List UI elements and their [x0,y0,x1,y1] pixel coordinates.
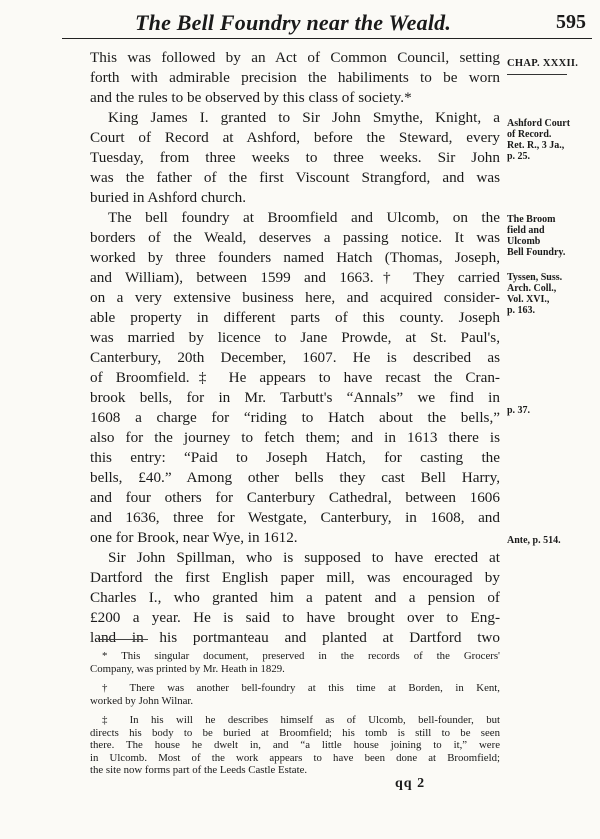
footnote-line: † There was another bell-foundry at this time at Borden, in Kent, [102,682,500,694]
text-line: Dartford the first English paper mill, was encouraged by [90,569,500,586]
footnote-line: the site now forms part of the Leeds Castle Estate. [90,764,308,776]
margin-line: The Broom [507,214,556,225]
signature-mark: qq 2 [395,776,426,791]
margin-line: Arch. Coll., [507,283,557,294]
text-line: £200 a year. He is said to have brought over to Eng- [90,609,500,626]
footnote-line: there. The house he dwelt in, and “a little house joining to it,” were [90,739,500,751]
footnote-rule [98,639,148,640]
text-line: The bell foundry at Broomfield and Ulcomb, on the [108,209,500,226]
margin-note-broom [507,214,597,258]
margin-line: Tyssen, Suss. [507,272,563,283]
footnote-line: directs his body to be buried at Broomfield; his tomb is still to be seen [90,726,500,739]
text-line: on a very extensive business here, and acquired consider- [90,289,500,306]
text-line: Sir John Spillman, who is supposed to have erected at [108,549,500,566]
text-line: Court of Record at Ashford, before the Steward, every [90,129,500,146]
footnote-line: ‡ In his will he describes himself as of Ulcomb, bell-founder, but [102,714,500,726]
footnote-3 [90,714,500,777]
text-line: Tuesday, from three weeks to three weeks. Sir John [90,149,500,166]
margin-line: p. 163. [507,305,536,316]
margin-note-tyssen [507,272,597,316]
footnote-2 [90,682,500,707]
margin-note-p37: p. 37. [507,405,531,416]
running-header [62,8,592,39]
body-text [90,48,500,648]
margin-line: Bell Foundry. [507,247,566,258]
page-number: 595 [556,11,586,33]
text-line: also for the journey to fetch them; and in 1613 there is [90,429,500,446]
text-line: able property in different parts of this county. Joseph [90,309,500,326]
text-line: forth with admirable precision the habiliments to be worn [90,69,500,86]
text-line: was the father of the first Viscount Strangford, and was [90,169,500,186]
text-line: and the rules to be observed by this class of society.* [90,89,412,106]
footnote-1 [90,650,500,675]
margin-note-chapter: CHAP. XXXII. [507,58,579,69]
text-line: Charles I., who granted him a patent and a pension of [90,589,500,606]
text-line: borders of the Weald, deserves a passing notice. It was [90,229,500,246]
footnote-line: * This singular document, preserved in the records of the Grocers' [102,650,500,662]
text-line: this entry: “Paid to Joseph Hatch, for casting the [90,449,500,466]
text-line: buried in Ashford church. [90,189,247,206]
page-title: The Bell Foundry near the Weald. [135,10,452,35]
margin-note-ante: Ante, p. 514. [507,535,561,546]
text-line: worked by three founders named Hatch (Thomas, Joseph, [90,249,500,266]
margin-line: field and [507,225,545,236]
text-line: of Broomfield.‡ He appears to have recast the Cran- [90,369,500,386]
margin-line: Ret. R., 3 Ja., [507,140,565,151]
margin-line: of Record. [507,129,552,140]
text-line: King James I. granted to Sir John Smythe, Knight, a [108,109,500,126]
footnotes [90,650,500,784]
text-line: was married by licence to Jane Prowde, at St. Paul's, [90,329,500,346]
text-line: and William), between 1599 and 1663.† They carried [90,269,500,286]
text-line: land in his portmanteau and planted at Dartford two [90,629,500,646]
text-line: Canterbury, 20th December, 1607. He is described as [90,349,500,366]
text-line: 1608 a charge for “riding to Hatch about the bells,” [90,409,500,426]
footnote-line: worked by John Wilnar. [90,694,194,707]
chapter-rule [507,74,567,75]
margin-line: Ashford Court [507,118,571,129]
text-line: brook bells, for in Mr. Tarbutt's “Annals” we find in [90,389,500,406]
margin-line: Ulcomb [507,236,541,247]
footnote-line: Company, was printed by Mr. Heath in 1829. [90,662,285,675]
text-line: This was followed by an Act of Common Council, setting [90,49,500,66]
text-line: one for Brook, near Wye, in 1612. [90,529,298,546]
margin-line: p. 25. [507,151,531,162]
footnote-line: in Ulcomb. Most of the work appears to have been done at Broomfield; [90,751,500,764]
text-line: bells, £40.” Among other bells they cast Bell Harry, [90,469,500,486]
text-line: and four others for Canterbury Cathedral, between 1606 [90,489,500,506]
margin-line: Vol. XVI., [507,294,550,305]
margin-note-ashford [507,118,597,162]
text-line: and 1636, three for Westgate, Canterbury, in 1608, and [90,509,500,526]
